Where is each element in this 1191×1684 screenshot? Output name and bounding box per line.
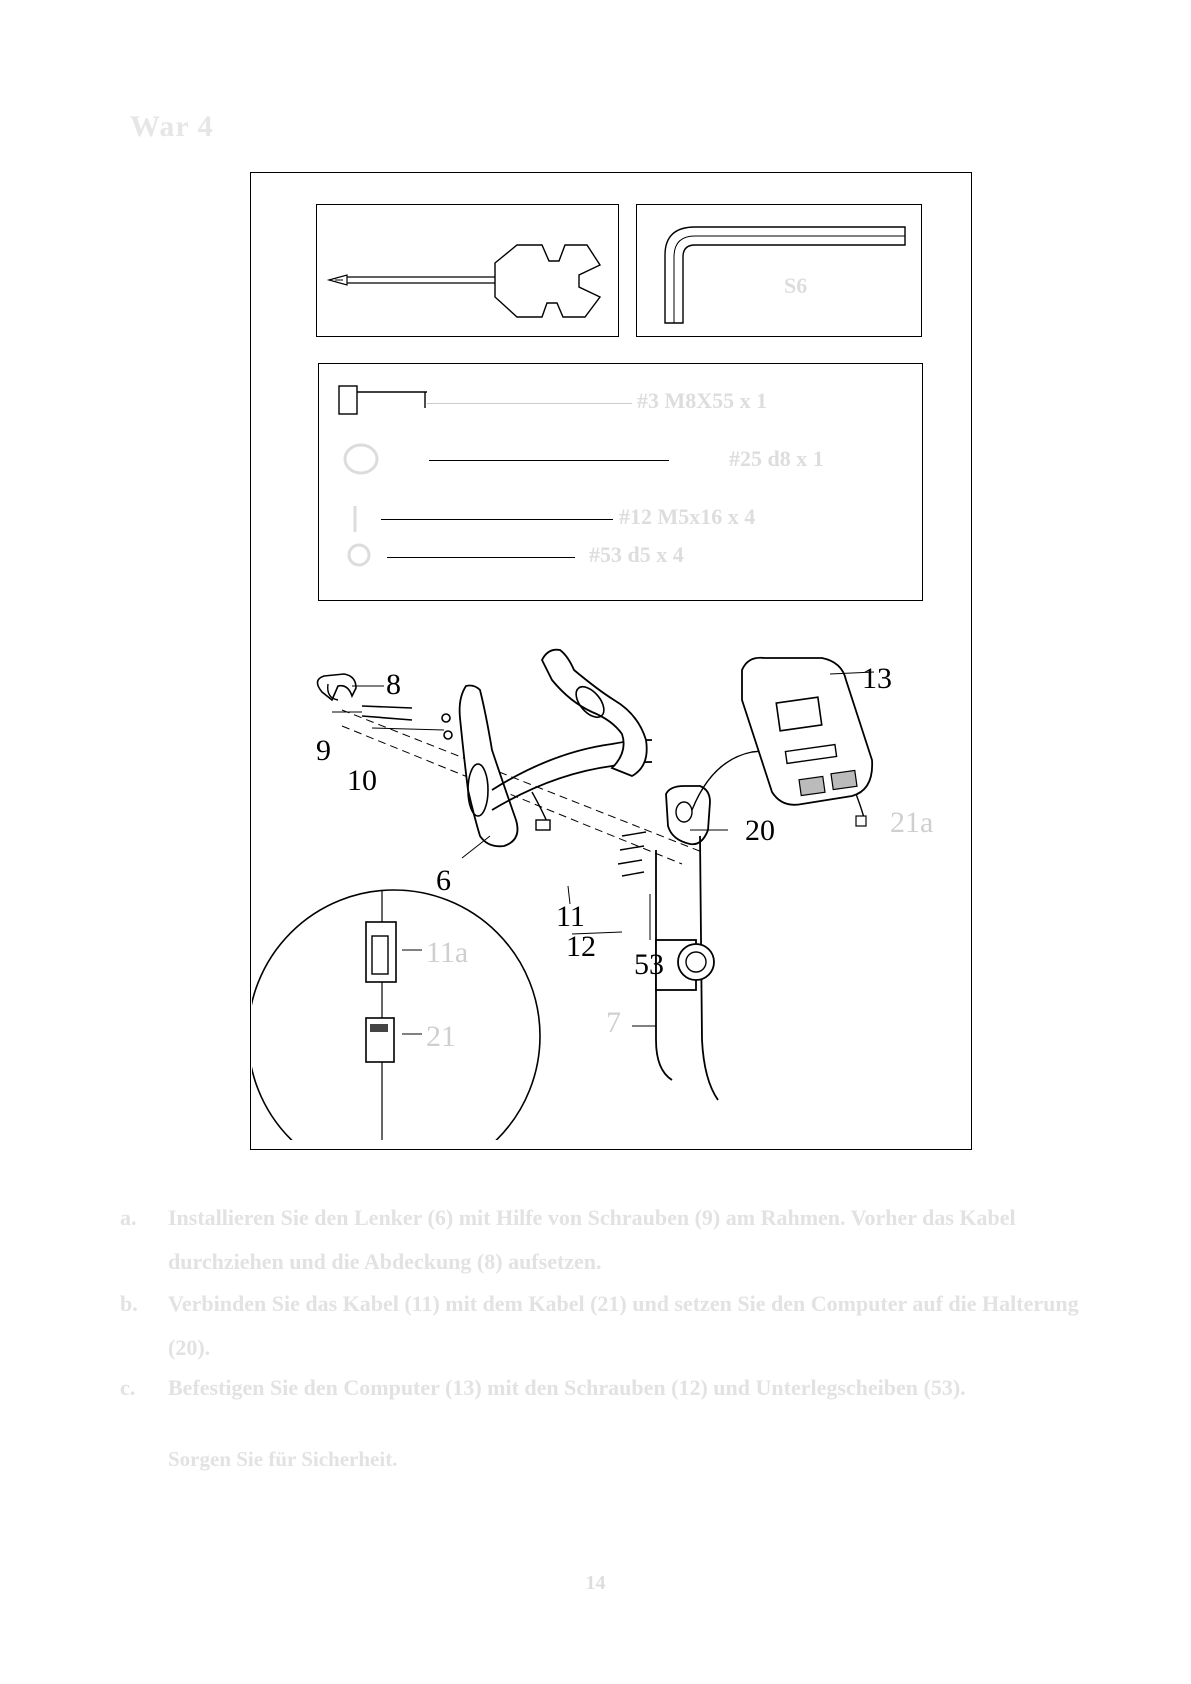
computer-bracket-part xyxy=(666,786,710,844)
instruction-item xyxy=(120,1366,1100,1456)
instruction-text: Installieren Sie den Lenker (6) mit Hilfe von Schrauben (9) am Rahmen. Vorher das Kabel durchziehen und die Abdeckung (8) aufsetzen. xyxy=(168,1205,1016,1274)
screw-icon xyxy=(345,504,365,534)
callout-6: 6 xyxy=(436,864,451,897)
instruction-number: c. xyxy=(120,1375,136,1400)
allen-key-size-label: S6 xyxy=(784,273,808,298)
callout-11a: 11a xyxy=(426,936,469,969)
handlebar-part xyxy=(460,686,518,847)
callout-10: 10 xyxy=(347,764,377,797)
part-label-small-washer: #53 d5 x 4 xyxy=(589,542,684,567)
instruction-item xyxy=(120,1196,1100,1286)
assembly-diagram xyxy=(252,640,970,1140)
combination-tool-box xyxy=(316,204,619,337)
callout-12: 12 xyxy=(566,930,596,963)
bolt-leader-line xyxy=(427,403,632,404)
combination-wrench-icon xyxy=(317,205,620,338)
footer-note: Sorgen Sie für Sicherheit. xyxy=(168,1447,398,1471)
part-label-screw: #12 M5x16 x 4 xyxy=(619,504,756,529)
parts-box xyxy=(318,363,923,601)
callout-21: 21 xyxy=(426,1020,456,1053)
page-number: 14 xyxy=(585,1572,606,1594)
small-washer-leader-line xyxy=(387,557,575,558)
callout-20: 20 xyxy=(745,814,775,847)
allen-key-box xyxy=(636,204,922,337)
instruction-text: Befestigen Sie den Computer (13) mit den Schrauben (12) und Unterlegscheiben (53). xyxy=(168,1375,966,1400)
step-title: War 4 xyxy=(130,110,214,143)
allen-key-icon xyxy=(637,205,923,338)
callout-11: 11 xyxy=(556,900,585,933)
instruction-text: Verbinden Sie das Kabel (11) mit dem Kabel (21) und setzen Sie den Computer auf die Halterung (20). xyxy=(168,1291,1079,1360)
screw-leader-line xyxy=(381,519,613,520)
callout-53: 53 xyxy=(634,948,664,981)
part-label-bolt: #3 M8X55 x 1 xyxy=(637,388,768,413)
part-label-washer: #25 d8 x 1 xyxy=(729,446,824,471)
bolt-icon xyxy=(337,382,427,422)
washer-leader-line xyxy=(429,460,669,461)
instruction-number: a. xyxy=(120,1205,137,1230)
small-washer-icon xyxy=(345,542,375,568)
callout-21a: 21a xyxy=(890,806,934,839)
callout-7: 7 xyxy=(606,1006,621,1039)
instruction-item xyxy=(120,1282,1100,1372)
callout-9: 9 xyxy=(316,734,331,767)
instruction-number: b. xyxy=(120,1291,138,1316)
callout-13: 13 xyxy=(862,662,892,695)
washer-icon xyxy=(341,442,381,476)
callout-8: 8 xyxy=(386,668,401,701)
handlebar-cover-part xyxy=(317,674,356,700)
